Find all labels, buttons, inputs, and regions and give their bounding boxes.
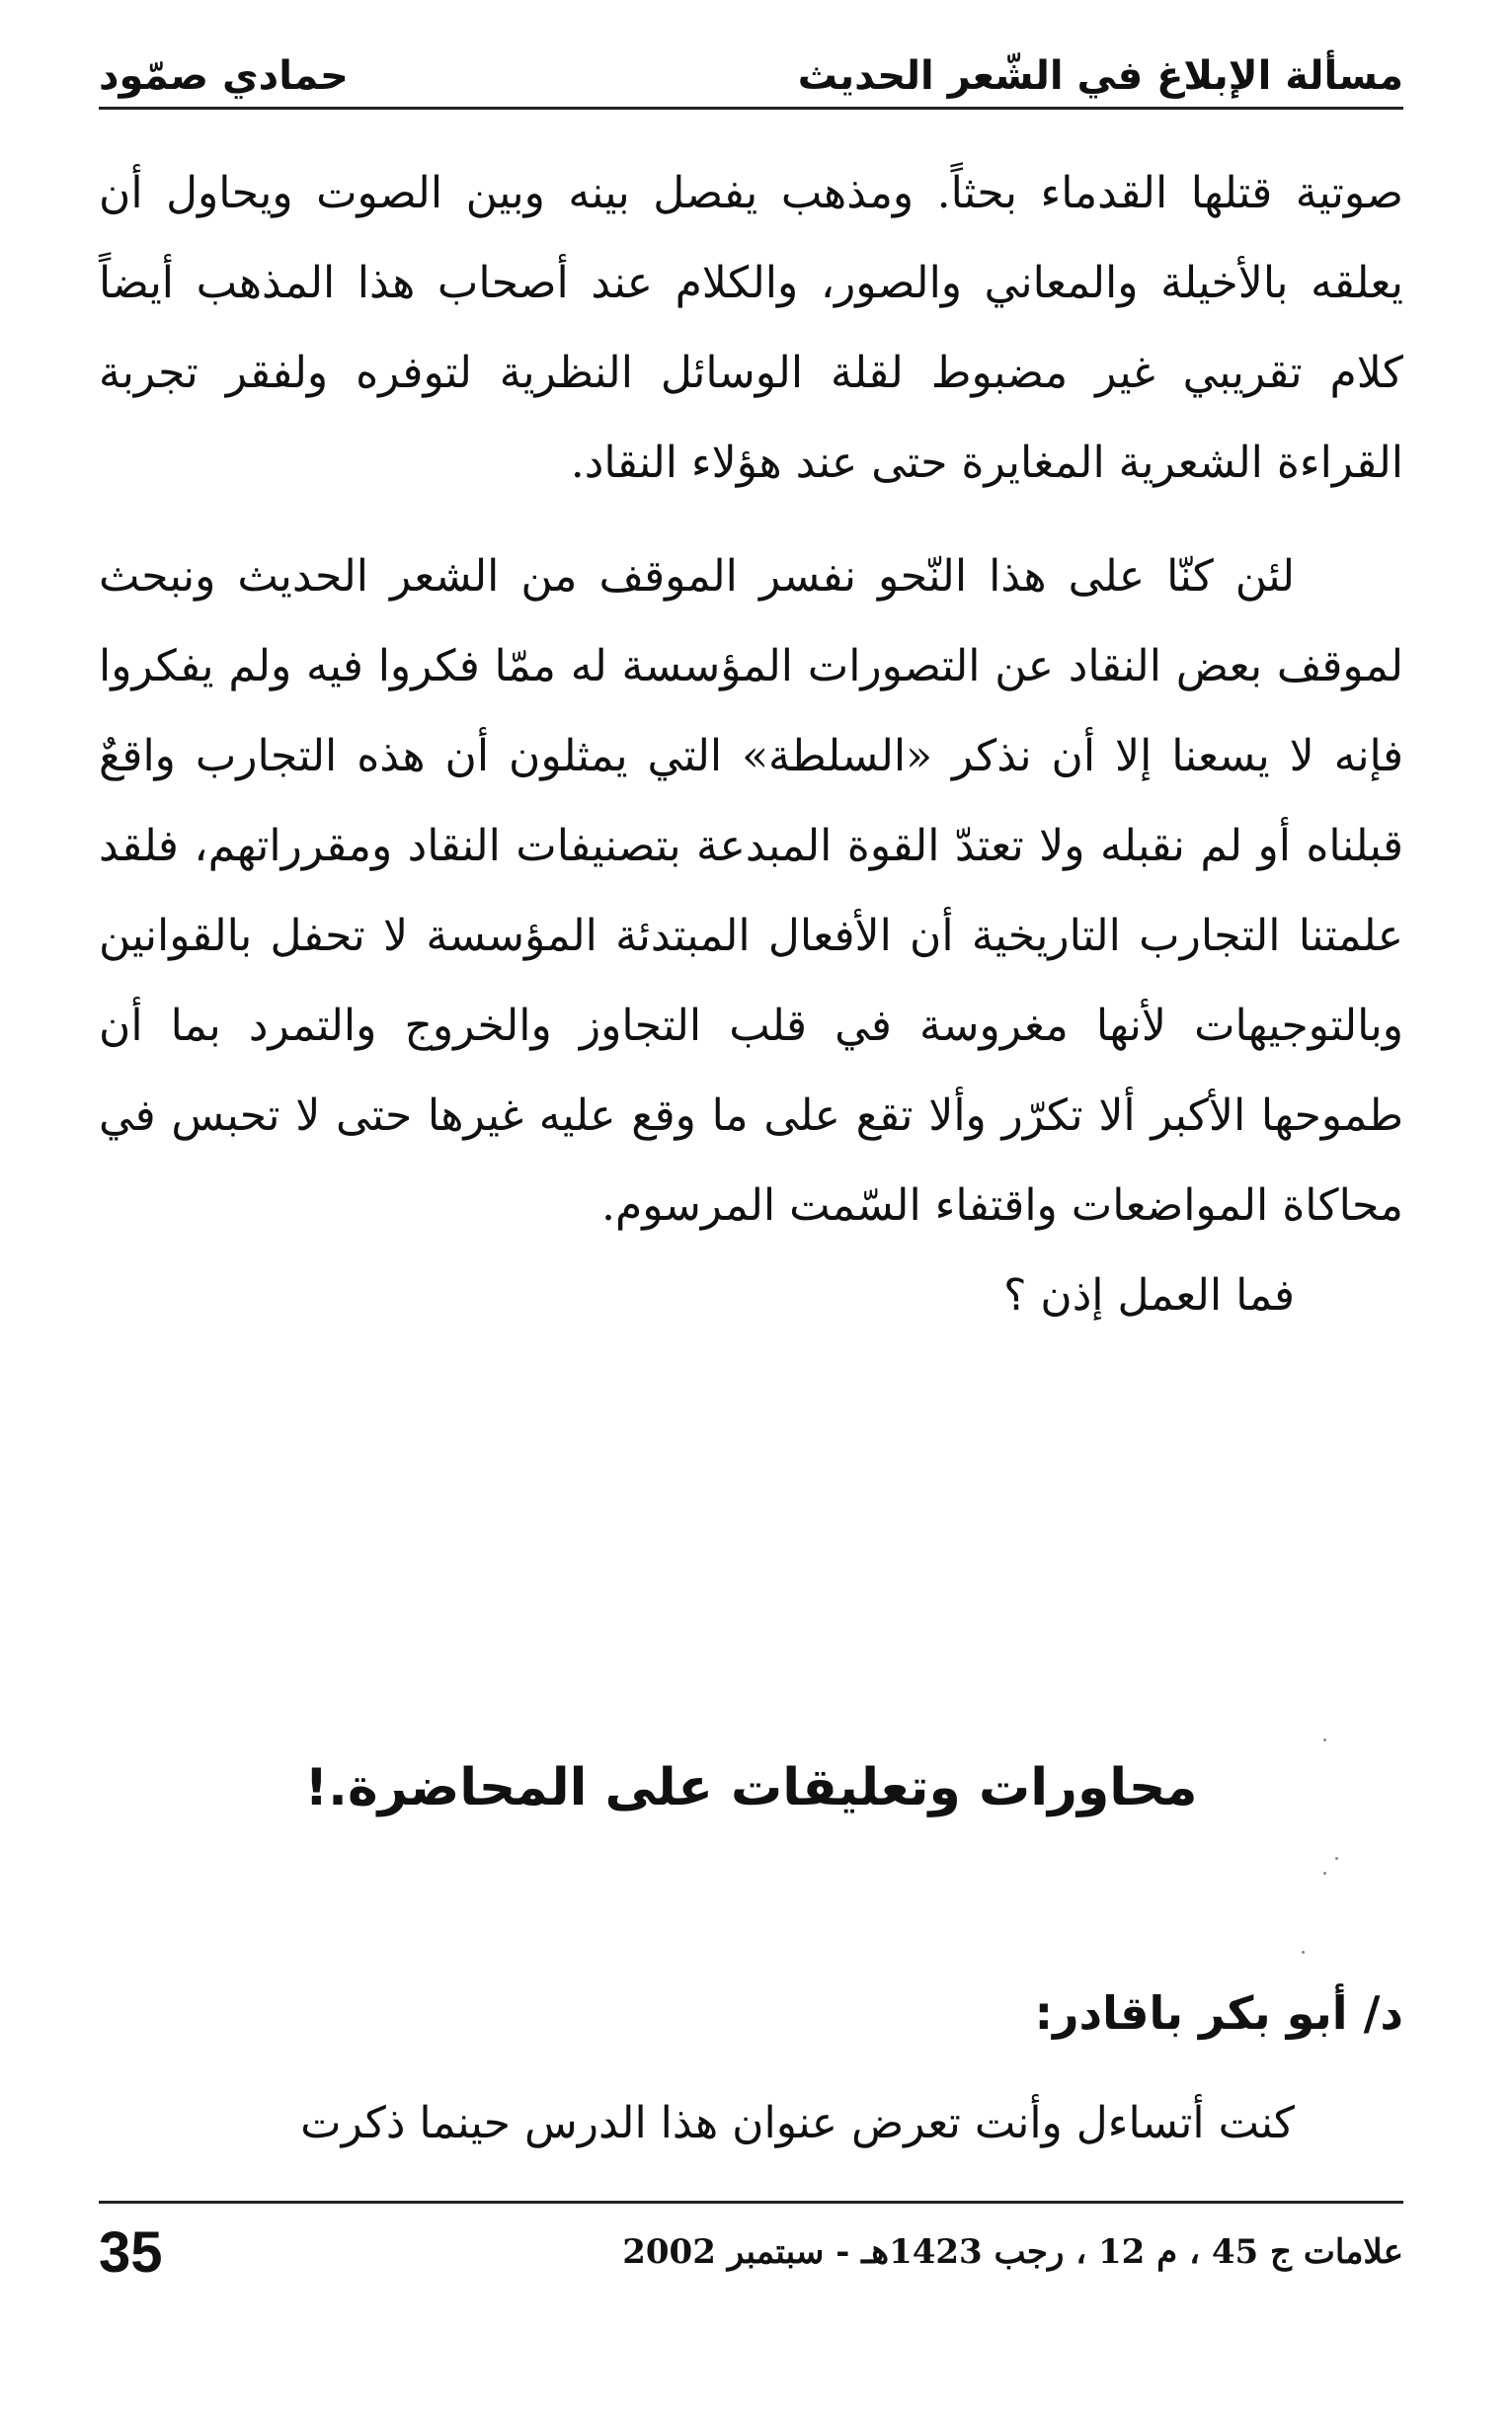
page-number: 35	[99, 2219, 163, 2285]
paragraph: صوتية قتلها القدماء بحثاً. ومذهب يفصل بينه وبين الصوت ويحاول أن يعلقه بالأخيلة والمعاني والصور، والكلام عند أصحاب هذا المذهب أيضاً كلام تقريبي غير مضبوط لقلة الوسائل النظرية لتوفره ولفقر تجربة القراءة الشعرية المغايرة حتى عند هؤلاء النقاد.	[99, 168, 1403, 488]
scan-speck	[1302, 1951, 1305, 1954]
section-heading: محاورات وتعليقات على المحاضرة.!	[304, 1758, 1198, 1817]
paragraph: لئن كنّا على هذا النّحو نفسر الموقف من الشعر الحديث ونبحث لموقف بعض النقاد عن التصورات المؤسسة له ممّا فكروا فيه ولم يفكروا فإنه لا يسعنا إلا أن نذكر «السلطة» التي يمثلون أن هذه التجارب واقعٌ قبلناه أو لم نقبله ولا تعتدّ القوة المبدعة بتصنيفات النقاد ومقرراتهم، فلقد علمتنا التجارب التاريخية أن الأفعال المبتدئة المؤسسة لا تحفل بالقوانين وبالتوجيهات لأنها مغروسة في قلب التجاوز والخروج والتمرد بما أن طموحها الأكبر ألا تكرّر وألا تقع على ما وقع عليه غيرها حتى لا تحبس في محاكاة المواضعات واقتفاء السّمت المرسوم.	[99, 551, 1403, 1231]
running-header-author: حمادي صمّود	[99, 53, 349, 99]
page-footer	[99, 2213, 1403, 2292]
header-rule	[99, 107, 1403, 110]
running-header-title: مسألة الإبلاغ في الشّعر الحديث	[797, 53, 1403, 99]
question-line: فما العمل إذن ؟	[1003, 1270, 1295, 1321]
speaker-name: د/ أبو بكر باقادر:	[1034, 1986, 1403, 2040]
journal-info: علامات ج 45 ، م 12 ، رجب 1423هـ - سبتمبر 2002	[622, 2232, 1403, 2272]
scan-speck	[1335, 1857, 1338, 1860]
scan-speck	[1323, 1738, 1326, 1741]
running-header	[99, 38, 1403, 99]
speaker-text: كنت أتساءل وأنت تعرض عنوان هذا الدرس حينما ذكرت	[300, 2098, 1295, 2148]
scan-speck	[1323, 1872, 1326, 1875]
footer-rule	[99, 2201, 1403, 2204]
body-text	[99, 148, 1403, 1340]
